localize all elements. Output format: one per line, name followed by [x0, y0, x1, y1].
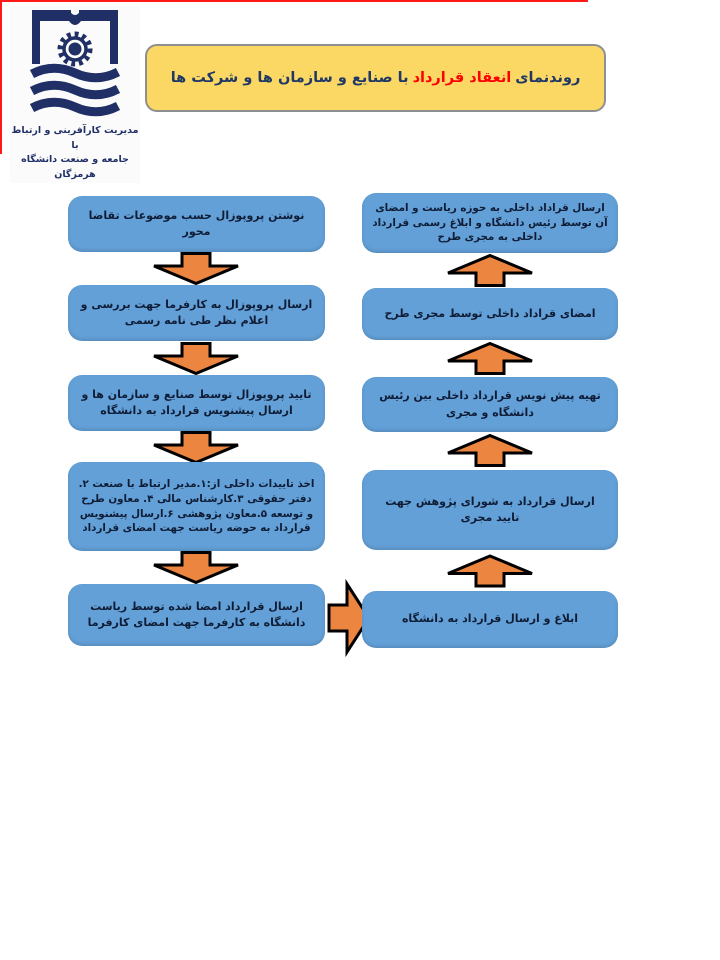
flow-step-proposal-approval: تایید پروپوزال توسط صنایع و سازمان ها و ارسال پیشنویس قرارداد به دانشگاه [68, 375, 325, 431]
flow-step-send-proposal-employer: ارسال پروپوزال به کارفرما جهت بررسی و اعلام نظر طی نامه رسمی [68, 285, 325, 341]
red-border-top [0, 0, 588, 2]
arrow-down-icon [151, 551, 241, 584]
flow-step-send-to-research-council: ارسال قرارداد به شورای پژوهش جهت تایید مجری [362, 470, 618, 550]
arrow-up-icon [445, 254, 535, 287]
title-banner [145, 44, 606, 112]
flow-step-send-internal-contract-presidency: ارسال قراداد داخلی به حوزه ریاست و امضای آن توسط رئیس دانشگاه و ابلاغ رسمی قرارداد داخلی به مجری طرح [362, 193, 618, 253]
arrow-up-icon [445, 554, 535, 588]
university-emblem-icon [25, 8, 125, 122]
flow-step-draft-internal-contract: تهیه پیش نویس قرارداد داخلی بین رئیس دانشگاه و مجری [362, 377, 618, 432]
logo-caption-line1: مدیریت کارآفرینی و ارتباط با [11, 125, 139, 151]
flow-step-send-signed-contract: ارسال قرارداد امضا شده توسط ریاست دانشگاه به کارفرما جهت امضای کارفرما [68, 584, 325, 646]
flow-step-notify-send-contract-university: ابلاغ و ارسال قرارداد به دانشگاه [362, 591, 618, 648]
flow-step-internal-approvals: اخذ تاییدات داخلی از:۱.مدیر ارتباط با صنعت ۲. دفتر حقوقی ۳.کارشناس مالی ۴. معاون طرح و توسعه ۵.معاون پژوهشی ۶.ارسال پیشنویس قرارداد به حوضه ریاست جهت امضای قرارداد [68, 462, 325, 551]
arrow-down-icon [151, 252, 241, 285]
arrow-down-icon [151, 431, 241, 464]
title-part1: روندنمای [515, 70, 581, 86]
title-part3: با صنایع و سازمان ها و شرکت ها [170, 70, 409, 86]
arrow-down-icon [151, 342, 241, 375]
flow-step-sign-internal-contract: امضای قراداد داخلی توسط مجری طرح [362, 288, 618, 340]
arrow-up-icon [445, 342, 535, 375]
red-border-left [0, 0, 2, 154]
arrow-up-icon [445, 434, 535, 467]
title-highlight: انعقاد قرارداد [412, 70, 512, 86]
flow-step-write-proposal: نوشتن پروپوزال حسب موضوعات تقاضا محور [68, 196, 325, 252]
university-logo [10, 6, 140, 183]
logo-caption-line2: جامعه و صنعت دانشگاه هرمزگان [21, 154, 129, 181]
